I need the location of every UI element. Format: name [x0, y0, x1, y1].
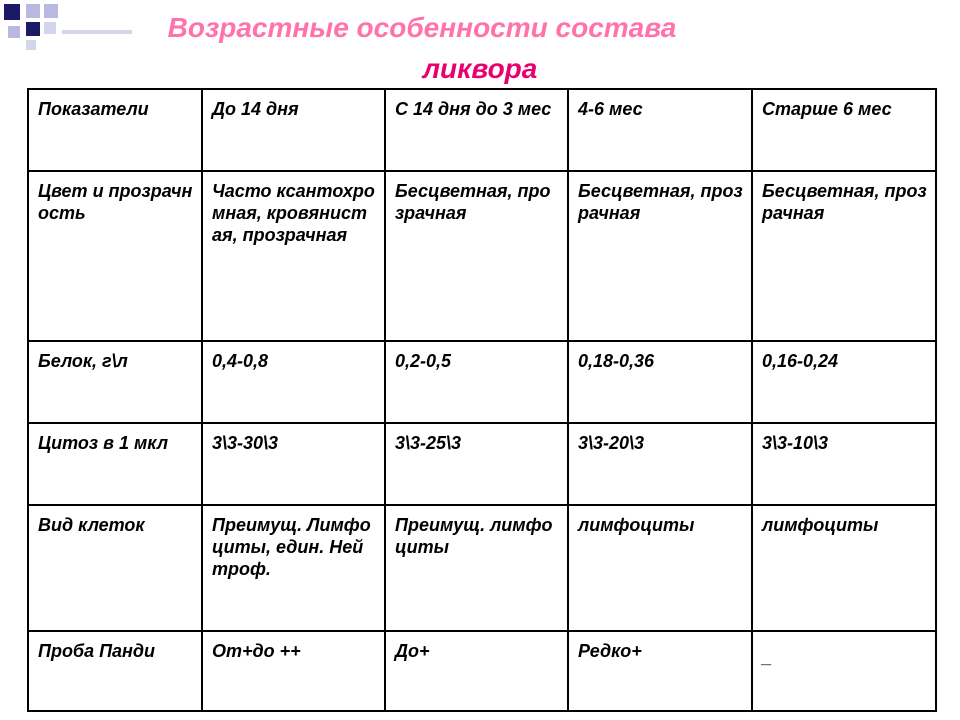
table-cell: 3\3-10\3: [752, 423, 936, 505]
table-cell: До+: [385, 631, 568, 711]
table-cell: Бесцветная, прозрачная: [752, 171, 936, 341]
table-cell: 3\3-25\3: [385, 423, 568, 505]
row-label: Вид клеток: [28, 505, 202, 631]
table-cell: Бесцветная, прозрачная: [385, 171, 568, 341]
table-cell: 3\3-30\3: [202, 423, 385, 505]
dash-value: _: [762, 647, 773, 667]
slide-title-line-1: [0, 13, 902, 43]
table-cell: лимфоциты: [568, 505, 752, 631]
row-label: Цвет и прозрачность: [28, 171, 202, 341]
header-under-14-days: До 14 дня: [202, 89, 385, 171]
table-cell: 0,18-0,36: [568, 341, 752, 423]
table-cell: От+до ++: [202, 631, 385, 711]
header-over-6-months: Старше 6 мес: [752, 89, 936, 171]
table-row-pandy-test: [28, 631, 936, 711]
table-cell: [752, 631, 936, 711]
table-cell: 0,16-0,24: [752, 341, 936, 423]
table-cell: 0,4-0,8: [202, 341, 385, 423]
row-label: Белок, г\л: [28, 341, 202, 423]
table-cell: лимфоциты: [752, 505, 936, 631]
table-cell: Часто ксантохромная, кровянистая, прозрачная: [202, 171, 385, 341]
csf-age-table: [27, 88, 937, 712]
table-row-cell-type: [28, 505, 936, 631]
table-row-protein: [28, 341, 936, 423]
table-cell: 3\3-20\3: [568, 423, 752, 505]
row-label: Цитоз в 1 мкл: [28, 423, 202, 505]
table-cell: Редко+: [568, 631, 752, 711]
table-header-row: [28, 89, 936, 171]
table-cell: Бесцветная, прозрачная: [568, 171, 752, 341]
slide-title-line-2-text: ликвора: [422, 53, 538, 84]
slide-title-line-2: [0, 54, 960, 84]
header-14-days-to-3-months: С 14 дня до 3 мес: [385, 89, 568, 171]
table-cell: Преимущ. Лимфоциты, един. Нейтроф.: [202, 505, 385, 631]
table-cell: 0,2-0,5: [385, 341, 568, 423]
table-row-color: [28, 171, 936, 341]
row-label: Проба Панди: [28, 631, 202, 711]
slide-title-line-1-text: Возрастные особенности состава: [167, 12, 677, 43]
table-row-cytosis: [28, 423, 936, 505]
table-cell: Преимущ. лимфоциты: [385, 505, 568, 631]
header-indicators: Показатели: [28, 89, 202, 171]
header-4-6-months: 4-6 мес: [568, 89, 752, 171]
